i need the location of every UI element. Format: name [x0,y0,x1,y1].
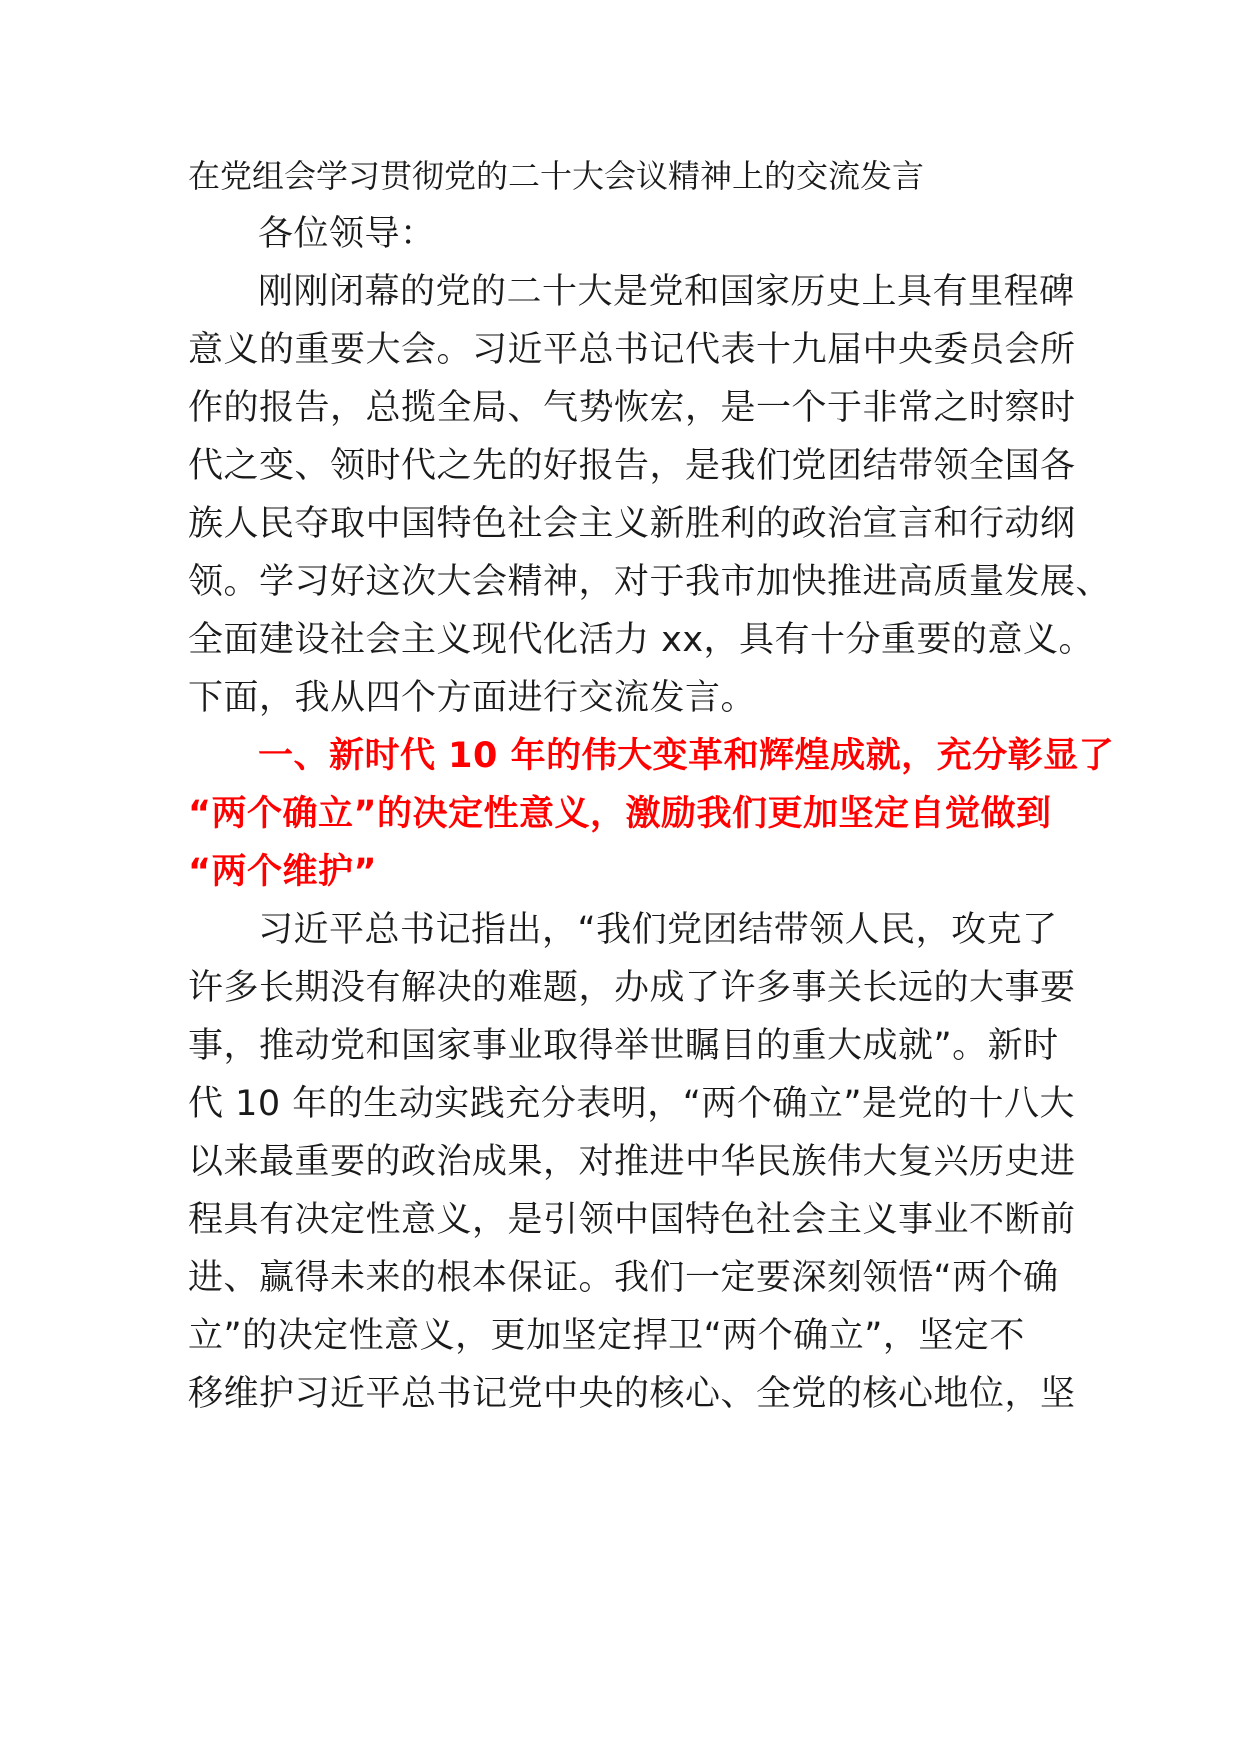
paragraph-line: 许多长期没有解决的难题，办成了许多事关长远的大事要 [188,968,1076,1008]
paragraph-line: 程具有决定性意义，是引领中国特色社会主义事业不断前 [188,1200,1076,1240]
paragraph-line: 习近平总书记指出，“我们党团结带领人民，攻克了 [258,910,1058,950]
paragraph-line: 作的报告，总揽全局、气势恢宏，是一个于非常之时察时 [188,388,1076,428]
paragraph-line: 进、赢得未来的根本保证。我们一定要深刻领悟“两个确 [188,1258,1059,1298]
paragraph-line: 事，推动党和国家事业取得举世瞩目的重大成就”。新时 [188,1026,1059,1066]
paragraph-line: 移维护习近平总书记党中央的核心、全党的核心地位，坚 [188,1374,1076,1414]
section-heading-line: 一、新时代 10 年的伟大变革和辉煌成就，充分彰显了 [258,736,1115,776]
paragraph-line: 代 10 年的生动实践充分表明，“两个确立”是党的十八大 [188,1084,1076,1124]
paragraph-line: 族人民夺取中国特色社会主义新胜利的政治宣言和行动纲 [188,504,1076,544]
paragraph-line: 全面建设社会主义现代化活力 xx，具有十分重要的意义。 [188,620,1095,660]
paragraph-line: 代之变、领时代之先的好报告，是我们党团结带领全国各 [188,446,1076,486]
document-title: 在党组会学习贯彻党的二十大会议精神上的交流发言 [188,157,925,195]
salutation: 各位领导： [258,214,436,254]
section-heading-line: “两个维护” [188,852,378,892]
paragraph-line: 意义的重要大会。习近平总书记代表十九届中央委员会所 [188,330,1076,370]
paragraph-line: 下面，我从四个方面进行交流发言。 [188,678,757,718]
paragraph-line: 领。学习好这次大会精神，对于我市加快推进高质量发展、 [188,562,1112,602]
section-heading-line: “两个确立”的决定性意义，激励我们更加坚定自觉做到 [188,794,1052,834]
paragraph-line: 以来最重要的政治成果，对推进中华民族伟大复兴历史进 [188,1142,1076,1182]
paragraph-line: 立”的决定性意义，更加坚定捍卫“两个确立”，坚定不 [188,1316,1025,1356]
paragraph-line: 刚刚闭幕的党的二十大是党和国家历史上具有里程碑 [258,272,1075,312]
